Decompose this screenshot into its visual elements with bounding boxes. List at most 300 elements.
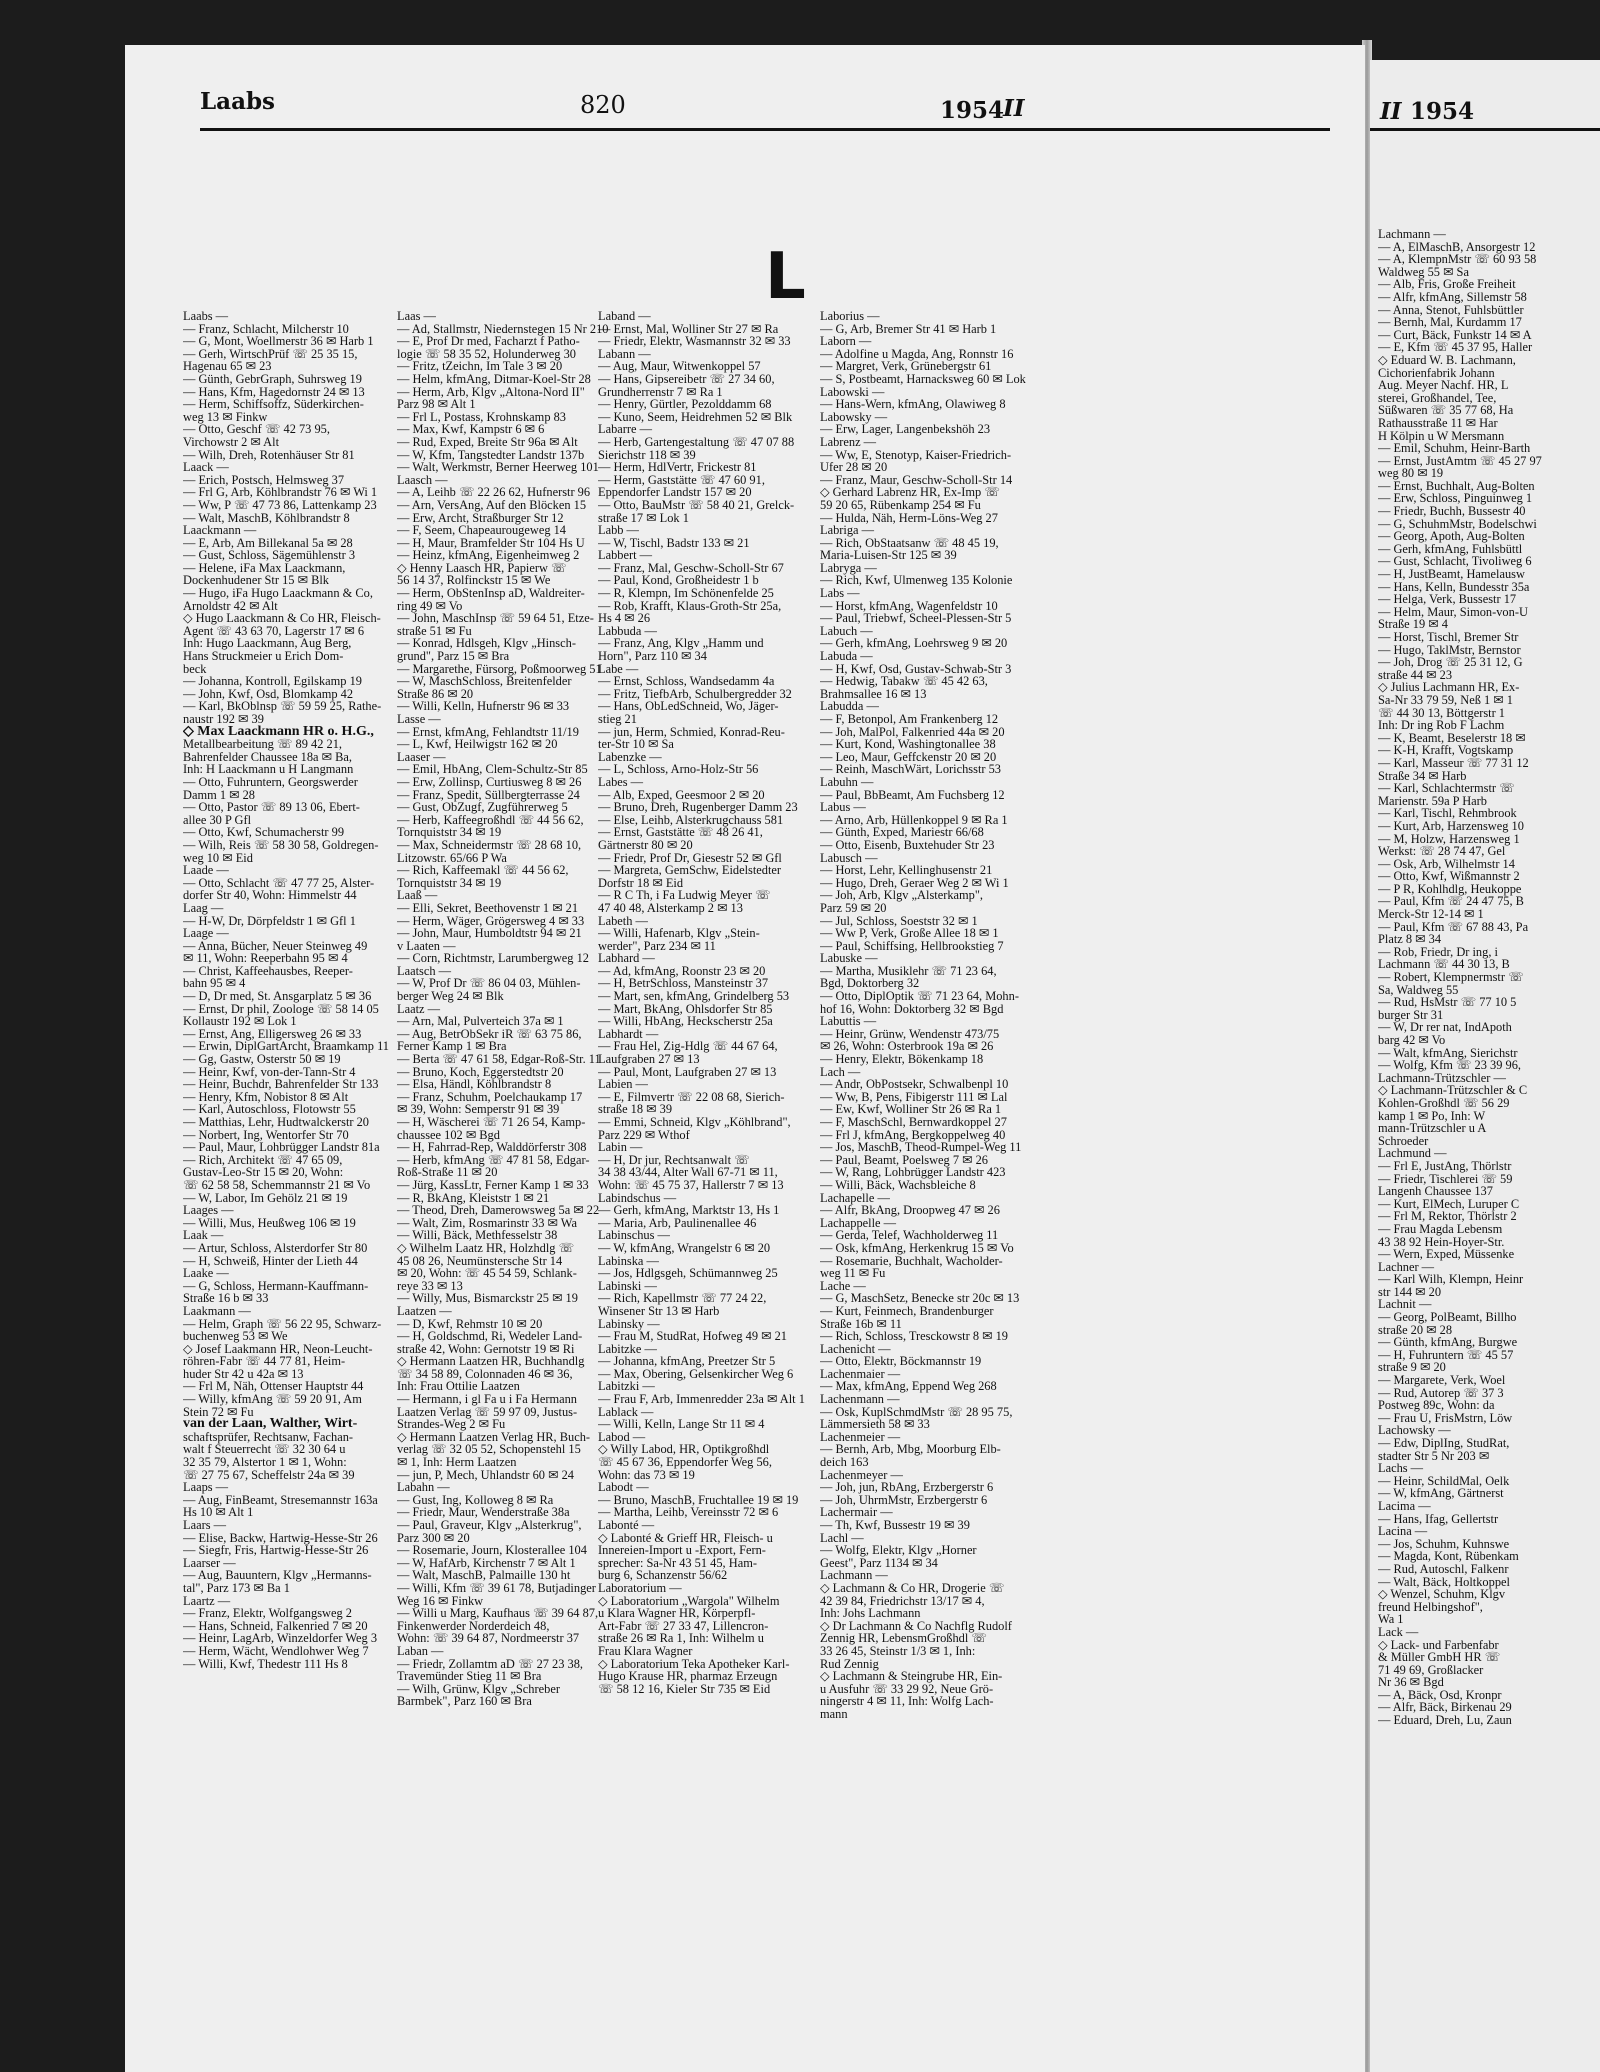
directory-entry: — Walt, Bäck, Holtkoppel — [1378, 1574, 1510, 1589]
directory-entry: — Herm, HdlVertr, Frickestr 81 — [598, 460, 757, 475]
directory-entry: Tornquiststr 34 ✉ 19 — [397, 875, 502, 890]
directory-entry: — Magda, Kont, Rübenkam — [1378, 1549, 1519, 1564]
directory-entry: — W, Rang, Lohbrügger Landstr 423 — [820, 1165, 1006, 1180]
directory-entry: — W, Labor, Im Gehölz 21 ✉ 19 — [183, 1190, 348, 1205]
directory-entry: — Frau F, Arb, Immenredder 23a ✉ Alt 1 — [598, 1392, 805, 1407]
directory-entry: 71 49 69, Großlacker — [1378, 1662, 1484, 1677]
directory-entry: — Rich, Schloss, Tresckowstr 8 ✉ 19 — [820, 1329, 1008, 1344]
directory-entry: ◇ Wilhelm Laatz HR, Holzhdlg ☏ — [397, 1240, 575, 1255]
directory-entry: Hagenau 65 ✉ 23 — [183, 359, 272, 374]
directory-entry: — Georg, PolBeamt, Billho — [1378, 1310, 1517, 1325]
facing-running-head-year: 1954 — [1410, 98, 1475, 125]
directory-entry: H Kölpin u W Mersmann — [1378, 428, 1505, 443]
surname-heading: Lasse — — [397, 712, 441, 726]
directory-entry: Laatzen Verlag ☏ 59 97 09, Justus- — [397, 1404, 578, 1419]
directory-entry: — H, Wäscherei ☏ 71 26 54, Kamp- — [397, 1115, 586, 1129]
directory-entry: — John, Maur, Humboldtstr 94 ✉ 21 — [397, 926, 582, 941]
surname-heading: Laaß — — [397, 888, 438, 903]
directory-entry: — A, ElMaschB, Ansorgestr 12 — [1378, 239, 1536, 254]
directory-entry: — Walt, MaschB, Köhlbrandstr 8 — [183, 510, 350, 525]
directory-entry: Innereien-Import u -Export, Fern- — [598, 1543, 766, 1558]
directory-entry: burger Str 31 — [1378, 1007, 1444, 1022]
directory-entry: Ferner Kamp 1 ✉ Bra — [397, 1039, 507, 1054]
directory-entry: — Herm, Arb, Klgv „Altona-Nord II" — [397, 384, 585, 399]
surname-heading: Labus — — [820, 800, 866, 815]
directory-entry: — jun, Herm, Schmied, Konrad-Reu- — [598, 724, 785, 739]
directory-entry: Brahmsallee 16 ✉ 13 — [820, 686, 927, 701]
directory-entry: — Rud, Autoschl, Falkenr — [1378, 1561, 1509, 1576]
surname-heading: Lacima — — [1378, 1498, 1431, 1513]
directory-entry: Bahrenfelder Chaussee 18a ✉ Ba, — [183, 749, 352, 764]
directory-entry: — Herm, Gaststätte ☏ 47 60 91, — [598, 472, 765, 487]
directory-entry: — Frl L, Postass, Krohnskamp 83 — [397, 409, 566, 424]
directory-entry: — Ernst, Schloss, Wandsedamm 4a — [598, 674, 775, 689]
directory-entry: — Emil, Schuhm, Heinr-Barth — [1378, 441, 1531, 456]
directory-entry: — Jos, Hdlgsgeh, Schümannweg 25 — [598, 1266, 778, 1281]
directory-entry: — Jos, MaschB, Theod-Rumpel-Weg 11 — [820, 1140, 1022, 1155]
surname-heading: Lache — — [820, 1278, 866, 1293]
directory-entry: röhren-Fabr ☏ 44 77 81, Heim- — [183, 1354, 346, 1369]
directory-entry: — Herm, Wäger, Grögersweg 4 ✉ 33 — [397, 913, 585, 928]
surname-heading: Labodt — — [598, 1480, 649, 1495]
surname-heading: Labs — — [820, 586, 860, 601]
directory-entry: mann — [820, 1706, 848, 1721]
directory-entry: buchenweg 53 ✉ We — [183, 1329, 288, 1344]
directory-entry: — Aug, BetrObSekr iR ☏ 63 75 86, — [397, 1026, 582, 1041]
directory-entry: Kollaustr 192 ✉ Lok 1 — [183, 1014, 297, 1029]
directory-entry: Winsener Str 13 ✉ Harb — [598, 1303, 720, 1318]
directory-entry: — Willi, Bäck, Wachsbleiche 8 — [820, 1177, 976, 1192]
directory-entry: — Georg, Apoth, Aug-Bolten — [1378, 529, 1525, 544]
directory-entry: ◇ Laboratorium „Wargola" Wilhelm — [598, 1593, 780, 1608]
directory-entry: — H, Fahrrad-Rep, Walddörferstr 308 — [397, 1140, 587, 1155]
directory-entry: — G, SchuhmMstr, Bodelschwi — [1378, 516, 1537, 531]
directory-entry: — W, HafArb, Kirchenstr 7 ✉ Alt 1 — [397, 1555, 576, 1570]
surname-heading: Lachnit — — [1378, 1297, 1432, 1312]
directory-entry: — Anna, Bücher, Neuer Steinweg 49 — [183, 938, 368, 953]
directory-entry: — Kuno, Seem, Heidrehmen 52 ✉ Blk — [598, 409, 793, 424]
directory-entry: — Willi u Marg, Kaufhaus ☏ 39 64 87, — [397, 1606, 599, 1621]
directory-entry: — S, Postbeamt, Harnacksweg 60 ✉ Lok — [820, 371, 1026, 386]
directory-entry: — Theod, Dreh, Damerowsweg 5a ✉ 22 — [397, 1203, 600, 1218]
directory-entry: reye 33 ✉ 13 — [397, 1278, 463, 1293]
directory-entry: straße 42, Wohn: Gernotstr 19 ✉ Ri — [397, 1341, 575, 1356]
directory-entry: ◇ Wenzel, Schuhm, Klgv — [1378, 1587, 1506, 1602]
directory-entry: — Ernst, Mal, Wolliner Str 27 ✉ Ra — [598, 321, 779, 336]
directory-entry: — W, Dr rer nat, IndApoth — [1378, 1020, 1512, 1035]
directory-entry: — E, Arb, Am Billekanal 5a ✉ 28 — [183, 535, 353, 550]
surname-heading: Laarser — — [183, 1555, 236, 1570]
directory-entry: — Paul, Kond, Großheidestr 1 b — [598, 573, 759, 588]
directory-entry: Sa-Nr 33 79 59, Neß 1 ✉ 1 — [1378, 692, 1513, 707]
directory-entry: Süßwaren ☏ 35 77 68, Ha — [1378, 403, 1514, 418]
surname-heading: Labindschus — — [598, 1190, 677, 1205]
directory-entry: — K, Beamt, Beselerstr 18 ✉ — [1378, 730, 1526, 745]
directory-entry: ◇ Henny Laasch HR, Papierw ☏ — [397, 560, 567, 575]
directory-entry: barg 42 ✉ Vo — [1378, 1033, 1446, 1047]
directory-entry: — Arn, Mal, Pulverteich 37a ✉ 1 — [397, 1014, 564, 1029]
surname-heading: Labinschus — — [598, 1228, 670, 1243]
surname-heading: Labowsky — — [820, 409, 888, 424]
directory-entry: — Heinz, kfmAng, Eigenheimweg 2 — [397, 548, 580, 563]
directory-entry: — Margarete, Verk, Woel — [1378, 1373, 1506, 1388]
directory-entry: — Otto, Geschf ☏ 42 73 95, — [183, 422, 330, 437]
directory-entry: — Paul, Kfm ☏ 67 88 43, Pa — [1378, 919, 1529, 934]
directory-entry: Inh: Hugo Laackmann, Aug Berg, — [183, 636, 352, 651]
directory-entry: — Heinr, Grünw, Wendenstr 473/75 — [820, 1026, 1000, 1041]
directory-entry: ◇ Gerhard Labrenz HR, Ex-Imp ☏ — [820, 485, 1000, 500]
surname-heading: Labuske — — [820, 951, 878, 966]
directory-entry: straße 26 ✉ Ra 1, Inh: Wilhelm u — [598, 1631, 764, 1646]
directory-entry: Wohn: das 73 ✉ 19 — [598, 1467, 695, 1482]
directory-entry: — Max, Kwf, Kampstr 6 ✉ 6 — [397, 422, 545, 437]
running-head-name: Laabs — [200, 88, 276, 115]
directory-entry: — G, Mont, Woellmerstr 36 ✉ Harb 1 — [183, 334, 374, 349]
directory-entry: Straße 16b ✉ 11 — [820, 1316, 902, 1331]
directory-entry: — Otto, BauMstr ☏ 58 40 21, Grelck- — [598, 497, 795, 512]
directory-entry: Litzowstr. 65/66 P Wa — [397, 850, 507, 865]
directory-entry: — Willi, Kelln, Lange Str 11 ✉ 4 — [598, 1417, 765, 1432]
directory-entry: — G, Schloss, Hermann-Kauffmann- — [183, 1278, 369, 1293]
directory-entry: — A, Bäck, Osd, Kronpr — [1378, 1687, 1502, 1702]
directory-entry: — Norbert, Ing, Wentorfer Str 70 — [183, 1127, 349, 1142]
directory-entry: ✉ 11, Wohn: Reeperbahn 95 ✉ 4 — [183, 951, 348, 966]
directory-entry: Bgd, Doktorberg 32 — [820, 976, 920, 991]
directory-entry: Dorfstr 18 ✉ Eid — [598, 875, 684, 890]
directory-entry: — Karl, BkOblnsp ☏ 59 59 25, Rathe- — [183, 699, 382, 714]
directory-entry: — Gerda, Telef, Wachholderweg 11 — [820, 1228, 999, 1243]
surname-heading: Lachenmeier — — [820, 1429, 901, 1444]
surname-heading: Laborn — — [820, 334, 872, 349]
directory-entry: — Hans, Gipsereibetr ☏ 27 34 60, — [598, 371, 775, 386]
directory-entry: weg 80 ✉ 19 — [1378, 466, 1444, 481]
directory-entry: — Erwin, DiplGartArcht, Braamkamp 11 — [183, 1039, 389, 1054]
directory-entry: — Franz, Schuhm, Poelchaukamp 17 — [397, 1089, 583, 1104]
directory-entry: — R, Klempn, Im Schönenfelde 25 — [598, 586, 774, 601]
facing-column — [1378, 228, 1600, 2068]
directory-entry: — Paul, Triebwf, Scheel-Plessen-Str 5 — [820, 611, 1012, 626]
directory-entry: — Otto, Eisenb, Buxtehuder Str 23 — [820, 837, 995, 852]
directory-entry: Lämmersieth 58 ✉ 33 — [820, 1417, 930, 1432]
directory-entry: — Herb, Kaffeegroßhdl ☏ 44 56 62, — [397, 812, 584, 827]
surname-heading: Laaps — — [183, 1480, 229, 1495]
directory-entry: — H, Dr jur, Rechtsanwalt ☏ — [598, 1152, 750, 1167]
directory-entry: ◇ Josef Laakmann HR, Neon-Leucht- — [183, 1341, 373, 1356]
directory-entry: weg 13 ✉ Finkw — [183, 409, 268, 424]
directory-entry: — Henry, Kfm, Nobistor 8 ✉ Alt — [183, 1089, 349, 1104]
directory-entry: — Joh, Drog ☏ 25 31 12, G — [1378, 655, 1523, 670]
directory-entry: — Günth, kfmAng, Burgwe — [1378, 1335, 1518, 1350]
directory-entry: Metallbearbeitung ☏ 89 42 21, — [183, 737, 342, 752]
directory-entry: — H, Maur, Bramfelder Str 104 Hs U — [397, 535, 585, 550]
directory-entry: ✉ 20, Wohn: ☏ 45 54 59, Schlank- — [397, 1266, 577, 1281]
directory-entry: ◇ Lachmann & Steingrube HR, Ein- — [820, 1669, 1003, 1684]
directory-entry: — Aug, Maur, Witwenkoppel 57 — [598, 359, 761, 374]
directory-entry: freund Helbingshof", — [1378, 1599, 1483, 1614]
directory-entry: — Ernst, JustAmtm ☏ 45 27 97 — [1378, 453, 1542, 468]
surname-heading: Laars — — [183, 1518, 227, 1532]
directory-entry: — W, Prof Dr ☏ 86 04 03, Mühlen- — [397, 976, 581, 991]
surname-heading: Labusch — — [820, 850, 878, 865]
directory-entry: — Frl M, Rektor, Thörlstr 2 — [1378, 1209, 1517, 1224]
directory-entry: — E, Kfm ☏ 45 37 95, Haller — [1378, 340, 1533, 355]
directory-entry: — Gerh, kfmAng, Loehrsweg 9 ✉ 20 — [820, 636, 1008, 651]
directory-entry: — Margreta, GemSchw, Eidelstedter — [598, 863, 782, 878]
surname-heading: Laborius — — [820, 310, 880, 323]
directory-entry: — Hans, ObLedSchneid, Wo, Jäger- — [598, 699, 779, 714]
directory-entry: Parz 300 ✉ 20 — [397, 1530, 470, 1545]
directory-entry: — Frau Hel, Zig-Hdlg ☏ 44 67 64, — [598, 1039, 778, 1054]
directory-entry: — H, BetrSchloss, Mansteinstr 37 — [598, 976, 769, 991]
surname-heading: Lachenmaier — — [820, 1366, 901, 1381]
directory-entry: — Reinh, MaschWärt, Lorichsstr 53 — [820, 762, 1002, 777]
directory-entry: — Ernst, Buchhalt, Aug-Bolten — [1378, 478, 1535, 493]
directory-entry: Frau Klara Wagner — [598, 1643, 693, 1658]
directory-entry: Weg 16 ✉ Finkw — [397, 1593, 484, 1608]
directory-entry: allee 30 P Gfl — [183, 812, 252, 827]
directory-entry: — E, Filmvertr ☏ 22 08 68, Sierich- — [598, 1089, 785, 1104]
directory-entry: — Margret, Verk, Grünebergstr 61 — [820, 359, 992, 374]
directory-entry: Inh: Frau Ottilie Laatzen — [397, 1379, 520, 1394]
directory-entry: — W, Tischl, Badstr 133 ✉ 21 — [598, 535, 750, 550]
surname-heading: Lachmund — — [1378, 1146, 1447, 1161]
directory-entry: Gärtnerstr 80 ✉ 20 — [598, 837, 693, 852]
directory-entry: — Kurt, Arb, Harzensweg 10 — [1378, 818, 1524, 833]
directory-entry: Art-Fabr ☏ 27 33 47, Lillencron- — [598, 1618, 769, 1633]
directory-entry: — Mart, sen, kfmAng, Grindelberg 53 — [598, 989, 790, 1004]
directory-entry: — Walt, Zim, Rosmarinstr 33 ✉ Wa — [397, 1215, 578, 1230]
directory-entry: — G, MaschSetz, Benecke str 20c ✉ 13 — [820, 1291, 1020, 1306]
directory-entry: — Margarethe, Fürsorg, Poßmoorweg 51 — [397, 661, 602, 676]
directory-entry: — Erw, Schloss, Pinguinweg 1 — [1378, 491, 1533, 506]
directory-entry: — Franz, Maur, Geschw-Scholl-Str 14 — [820, 472, 1013, 487]
surname-heading: Labahn — — [397, 1480, 450, 1495]
directory-entry: berger Weg 24 ✉ Blk — [397, 989, 504, 1004]
directory-entry: — Erw, Lager, Langenbekshöh 23 — [820, 422, 991, 437]
directory-entry: — Helga, Verk, Bussestr 17 — [1378, 592, 1517, 607]
directory-entry: beck — [183, 661, 207, 676]
directory-entry: — Ernst, kfmAng, Fehlandtstr 11/19 — [397, 724, 579, 739]
directory-entry: — Rich, Kapellmstr ☏ 77 24 22, — [598, 1291, 767, 1306]
directory-entry: — Günth, Exped, Mariestr 66/68 — [820, 825, 984, 840]
directory-entry: — Friedr, Maur, Wenderstraße 38a — [397, 1505, 570, 1520]
directory-entry: — Rob, Friedr, Dr ing, i — [1378, 944, 1498, 959]
directory-entry: — Paul, Beamt, Poelsweg 7 ✉ 26 — [820, 1152, 989, 1167]
directory-entry: Marienstr. 59a P Harb — [1378, 793, 1487, 808]
directory-entry: — Matthias, Lehr, Hudtwalckerstr 20 — [183, 1115, 370, 1129]
directory-entry: — Hans, Schneid, Falkenried 7 ✉ 20 — [183, 1618, 368, 1633]
directory-entry: Langenh Chaussee 137 — [1378, 1184, 1493, 1199]
directory-entry: — jun, P, Mech, Uhlandstr 60 ✉ 24 — [397, 1467, 574, 1482]
directory-entry: 43 38 92 Hein-Hoyer-Str. — [1378, 1234, 1505, 1249]
directory-entry: — Jul, Schloss, Soeststr 32 ✉ 1 — [820, 913, 978, 928]
directory-entry: — Willi, Kwf, Thedestr 111 Hs 8 — [183, 1656, 348, 1671]
surname-heading: Labod — — [598, 1429, 646, 1444]
directory-entry: — Rich, Architekt ☏ 47 65 09, — [183, 1152, 343, 1167]
directory-entry: — Ww, B, Pens, Fibigerstr 111 ✉ Lal — [820, 1089, 1008, 1104]
directory-entry: stadter Str 5 Nr 203 ✉ — [1378, 1448, 1490, 1463]
directory-entry: — Karl, Tischl, Rehmbrook — [1378, 806, 1517, 821]
directory-entry: — Jürg, KassLtr, Ferner Kamp 1 ✉ 33 — [397, 1177, 589, 1192]
directory-entry: Strandes-Weg 2 ✉ Fu — [397, 1417, 506, 1432]
directory-entry: schaftsprüfer, Rechtsanw, Fachan- — [183, 1429, 354, 1444]
directory-entry: Kohlen-Großhdl ☏ 56 29 — [1378, 1095, 1510, 1110]
directory-entry: ◇ Hermann Laatzen HR, Buchhandlg — [397, 1354, 585, 1369]
directory-entry: Straße 16 b ✉ 33 — [183, 1291, 269, 1306]
directory-entry: — Konrad, Hdlsgeh, Klgv „Hinsch- — [397, 636, 576, 651]
directory-entry: — Rich, Kaffeemakl ☏ 44 56 62, — [397, 863, 569, 878]
directory-entry: — Paul, Mont, Laufgraben 27 ✉ 13 — [598, 1064, 777, 1079]
directory-page — [125, 45, 1365, 2072]
directory-entry: — Joh, MalPol, Falkenried 44a ✉ 20 — [820, 724, 1005, 739]
directory-entry: hof 16, Wohn: Doktorberg 32 ✉ Bgd — [820, 1001, 1004, 1016]
directory-entry: — Helene, iFa Max Laackmann, — [183, 560, 346, 575]
surname-heading: Labryga — — [820, 560, 877, 575]
surname-heading: Lachmann — — [1378, 228, 1446, 241]
directory-entry: — Leo, Maur, Geffckenstr 20 ✉ 20 — [820, 749, 997, 764]
directory-entry: — H, Goldschmd, Ri, Wedeler Land- — [397, 1329, 583, 1344]
directory-entry: weg 11 ✉ Fu — [820, 1266, 886, 1281]
surname-heading: Labuttis — — [820, 1014, 877, 1029]
directory-entry: 47 40 48, Alsterkamp 2 ✉ 13 — [598, 900, 743, 915]
directory-entry: — Ww, E, Stenotyp, Kaiser-Friedrich- — [820, 447, 1012, 462]
surname-heading: Laage — — [183, 926, 229, 941]
directory-entry: Wa 1 — [1378, 1612, 1404, 1627]
surname-heading: Labowski — — [820, 384, 885, 399]
directory-entry: — W, MaschSchloss, Breitenfelder — [397, 674, 572, 689]
directory-entry: Arnoldstr 42 ✉ Alt — [183, 598, 278, 613]
directory-entry: — Johanna, Kontroll, Egilskamp 19 — [183, 674, 362, 689]
directory-entry: — Hugo, TaklMstr, Bernstor — [1378, 642, 1521, 657]
directory-entry: — Rich, ObStaatsanw ☏ 48 45 19, — [820, 535, 999, 550]
directory-entry: — Paul, Graveur, Klgv „Alsterkrug", — [397, 1518, 582, 1532]
directory-entry: 59 20 65, Rübenkamp 254 ✉ Fu — [820, 497, 981, 512]
directory-entry: — Martha, Leihb, Vereinsstr 72 ✉ 6 — [598, 1505, 779, 1520]
directory-entry: — Friedr, Prof Dr, Giesestr 52 ✉ Gfl — [598, 850, 782, 865]
directory-entry: ◇ Lachmann & Co HR, Drogerie ☏ — [820, 1580, 1005, 1595]
directory-entry: bahn 95 ✉ 4 — [183, 976, 246, 991]
directory-entry: — Th, Kwf, Bussestr 19 ✉ 39 — [820, 1518, 970, 1532]
directory-entry: — Fritz, TiefbArb, Schulbergredder 32 — [598, 686, 792, 701]
directory-entry: Hs 4 ✉ 26 — [598, 611, 651, 626]
directory-entry: — Franz, Mal, Geschw-Scholl-Str 67 — [598, 560, 784, 575]
directory-entry: straße 44 ✉ 23 — [1378, 667, 1453, 682]
directory-entry: ring 49 ✉ Vo — [397, 598, 463, 613]
directory-entry: 32 35 79, Alstertor 1 ✉ 1, Wohn: — [183, 1455, 347, 1470]
directory-entry: — Erich, Postsch, Helmsweg 37 — [183, 472, 345, 487]
directory-entry: — Hans-Wern, kfmAng, Olawiweg 8 — [820, 397, 1006, 412]
surname-heading: Laban — — [397, 1643, 444, 1658]
directory-entry: — Paul, Kfm ☏ 24 47 75, B — [1378, 894, 1524, 909]
directory-entry: 56 14 37, Rolfinckstr 15 ✉ We — [397, 573, 551, 588]
directory-entry: straße 17 ✉ Lok 1 — [598, 510, 689, 525]
directory-entry: Finkenwerder Norderdeich 48, — [397, 1618, 550, 1633]
surname-heading: Labhard — — [598, 951, 655, 966]
directory-entry: grund", Parz 15 ✉ Bra — [397, 649, 510, 664]
directory-entry: verlag ☏ 32 05 52, Schopenstehl 15 — [397, 1442, 581, 1457]
directory-entry: ☏ 45 67 36, Eppendorfer Weg 56, — [598, 1455, 772, 1470]
directory-entry: — Günth, GebrGraph, Suhrsweg 19 — [183, 371, 362, 386]
directory-entry: ✉ 39, Wohn: Semperstr 91 ✉ 39 — [397, 1102, 560, 1117]
directory-entry: — Otto, Schlacht ☏ 47 77 25, Alster- — [183, 875, 375, 890]
directory-entry: ☏ 58 12 16, Kieler Str 735 ✉ Eid — [598, 1681, 771, 1696]
surname-heading: Laband — — [598, 310, 651, 323]
directory-entry: — Herb, Gartengestaltung ☏ 47 07 88 — [598, 434, 795, 449]
directory-entry: — Siegfr, Fris, Hartwig-Hesse-Str 26 — [183, 1543, 369, 1558]
directory-entry: — Max, Obering, Gelsenkircher Weg 6 — [598, 1366, 794, 1381]
directory-entry: — Kurt, ElMech, Luruper C — [1378, 1196, 1520, 1211]
directory-entry: — Willi, Mus, Heußweg 106 ✉ 19 — [183, 1215, 356, 1230]
directory-entry: — Gg, Gastw, Osterstr 50 ✉ 19 — [183, 1052, 341, 1067]
directory-entry: — Otto, Fuhruntern, Georgswerder — [183, 774, 358, 789]
directory-entry: — Frl E, JustAng, Thörlstr — [1378, 1158, 1512, 1173]
directory-entry: — Wolfg, Kfm ☏ 23 39 96, — [1378, 1058, 1521, 1073]
directory-entry: — Horst, kfmAng, Wagenfeldstr 10 — [820, 598, 998, 613]
directory-entry: — Wilh, Grünw, Klgv „Schreber — [397, 1681, 560, 1696]
directory-entry: Travemünder Stieg 11 ✉ Bra — [397, 1669, 542, 1684]
directory-entry: — Adolfine u Magda, Ang, Ronnstr 16 — [820, 346, 1014, 361]
directory-entry: — Arno, Arb, Hüllenkoppel 9 ✉ Ra 1 — [820, 812, 1008, 827]
directory-entry: — Helm, Maur, Simon-von-U — [1378, 604, 1528, 619]
surname-heading: Laatz — — [397, 1001, 440, 1016]
directory-entry: chaussee 102 ✉ Bgd — [397, 1127, 500, 1142]
directory-entry: Hs 10 ✉ Alt 1 — [183, 1505, 254, 1520]
directory-entry: — Hans, Kelln, Bundesstr 35a — [1378, 579, 1530, 594]
surname-heading: Labriga — — [820, 523, 875, 538]
directory-entry: Sa, Waldweg 55 — [1378, 982, 1459, 997]
directory-entry: dorfer Str 40, Wohn: Himmelstr 44 — [183, 888, 357, 903]
directory-entry: — Mart, BkAng, Ohlsdorfer Str 85 — [598, 1001, 773, 1016]
directory-entry: — W, Kfm, Tangstedter Landstr 137b — [397, 447, 585, 462]
directory-entry: Rathausstraße 11 ✉ Har — [1378, 415, 1498, 430]
directory-entry: — Heinr, Kwf, von-der-Tann-Str 4 — [183, 1064, 356, 1079]
directory-entry: kamp 1 ✉ Po, Inh: W — [1378, 1108, 1486, 1123]
section-letter: L — [765, 240, 806, 314]
directory-entry: ◇ Willy Labod, HR, Optikgroßhdl — [598, 1442, 770, 1457]
directory-entry: Wohn: ☏ 45 75 37, Hallerstr 7 ✉ 13 — [598, 1177, 784, 1192]
surname-heading: Laartz — — [183, 1593, 231, 1608]
surname-heading: Laages — — [183, 1203, 234, 1218]
directory-entry: — Friedr, Tischlerei ☏ 59 — [1378, 1171, 1513, 1186]
directory-entry: — Wolfg, Elektr, Klgv „Horner — [820, 1543, 977, 1558]
directory-entry: — Emil, HbAng, Clem-Schultz-Str 85 — [397, 762, 588, 777]
directory-entry: — Hans, Kfm, Hagedornstr 24 ✉ 13 — [183, 384, 365, 399]
directory-entry: Virchowstr 2 ✉ Alt — [183, 434, 280, 449]
directory-entry: — Hedwig, Tabakw ☏ 45 42 63, — [820, 674, 988, 689]
surname-heading: Laaser — — [397, 749, 446, 764]
directory-entry: Geest", Parz 1134 ✉ 34 — [820, 1555, 938, 1570]
directory-entry: straße 20 ✉ 28 — [1378, 1322, 1453, 1337]
directory-entry: u Klara Wagner HR, Körperpfl- — [598, 1606, 756, 1621]
directory-entry: — Jos, Schuhm, Kuhnswe — [1378, 1536, 1510, 1551]
directory-entry: — Alb, Exped, Geesmoor 2 ✉ 20 — [598, 787, 765, 802]
directory-entry: — Osk, KuplSchmdMstr ☏ 28 95 75, — [820, 1404, 1013, 1419]
directory-entry: Postweg 89c, Wohn: da — [1378, 1398, 1495, 1413]
directory-entry: — Ww P, Verk, Große Allee 18 ✉ 1 — [820, 926, 999, 941]
directory-entry: — H, Schweiß, Hinter der Lieth 44 — [183, 1253, 358, 1268]
directory-entry: — Max, kfmAng, Eppend Weg 268 — [820, 1379, 997, 1394]
surname-heading: Labe — — [598, 661, 639, 676]
directory-entry: Inh: H Laackmann u H Langmann — [183, 762, 354, 777]
directory-entry: deich 163 — [820, 1455, 869, 1470]
directory-entry: — Willy, Mus, Bismarckstr 25 ✉ 19 — [397, 1291, 578, 1306]
directory-entry: — Elsa, Händl, Köhlbrandstr 8 — [397, 1077, 552, 1092]
directory-entry: — H-W, Dr, Dörpfeldstr 1 ✉ Gfl 1 — [183, 913, 356, 928]
surname-heading: Laboratorium — — [598, 1580, 682, 1595]
directory-entry: — Max, Schneidermstr ☏ 28 68 10, — [397, 837, 582, 852]
directory-entry: — Hugo, Dreh, Geraer Weg 2 ✉ Wi 1 — [820, 875, 1009, 890]
directory-entry: — Heinr, SchildMal, Oelk — [1378, 1473, 1510, 1488]
